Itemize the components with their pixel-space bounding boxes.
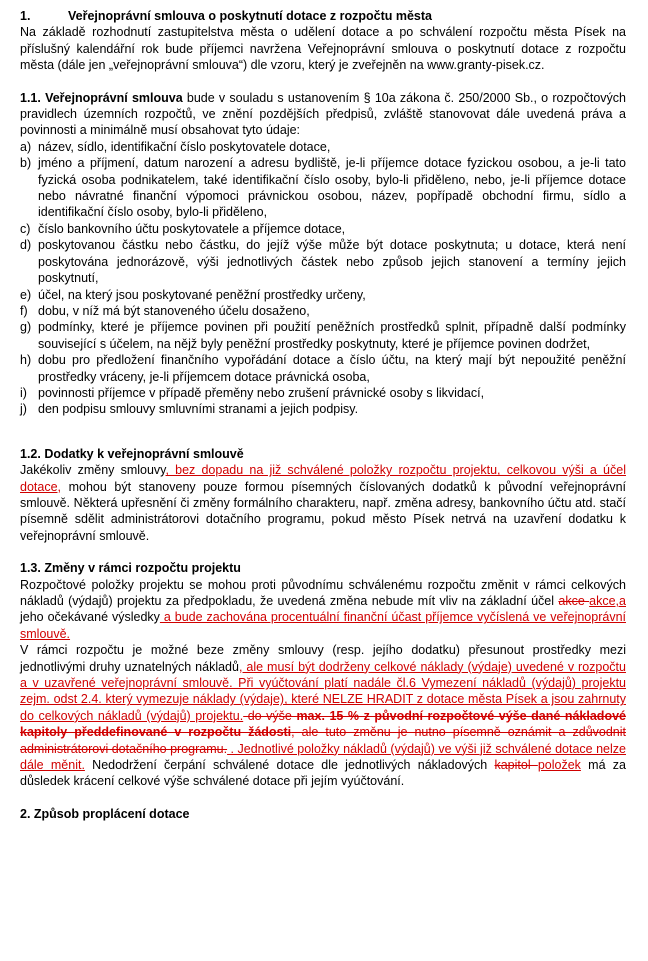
tracked-insertion: , bez dopadu na již schválené položky rozpočtu projektu, celkovou výši a účel dotace, [20,463,626,494]
tracked-deletion: , ale tuto změnu je nutno písemně oznámit a zdůvodnit administrátorovi dotačního programu. [20,725,626,756]
section-2-title: 2. Způsob proplácení dotace [20,806,190,821]
section-1-2-text-a: Jakékoliv změny smlouvy [20,463,166,478]
list-text: dobu, v níž má být stanoveného účelu dosaženo, [38,303,310,318]
section-1-2-paragraph [20,462,626,544]
list-text: povinnosti příjemce v případě přeměny nebo zrušení právnické osoby s likvidací, [38,385,485,400]
section-1-3-paragraph-b [20,642,626,790]
list-letter: a) [20,139,32,154]
list-item [20,401,626,417]
tracked-deletion: kapitol [494,758,538,773]
section-1-3-paragraph-a [20,577,626,643]
list-letter: d) [20,238,32,253]
list-text: podmínky, které je příjemce povinen při použití peněžních prostředků splnit, případně další podmínky související s účelem, na nějž byly peněžní prostředky poskytnuty, které je příjemce povinen dodržet, [38,320,626,351]
list-letter: j) [20,402,27,417]
list-letter: i) [20,385,27,400]
section-1-1-paragraph [20,90,626,139]
tracked-insertion: akce,a [589,594,626,608]
tracked-deletion-bold: max. 15 % z původní rozpočtové výše dané nákladové kapitoly předdefinované v rozpočtu žádosti [20,708,626,740]
text-run: jeho očekávané výsledky [20,610,160,625]
list-text: jméno a příjmení, datum narození a adresu bydliště, je-li příjemce dotace fyzickou osobou, a je-li tato fyzická osoba podnikatelem, také identifikační číslo osoby, bylo-li přiděleno, nebo, je-li příjemce dotace nebo návratné finanční výpomoci právnickou osobou, název, popřípadě obchodní firmu, sídlo a identifikační číslo osoby, bylo-li přiděleno, [38,156,626,220]
list-text: číslo bankovního účtu poskytovatele a příjemce dotace, [38,221,346,236]
section-1-2-title: 1.2. Dodatky k veřejnoprávní smlouvě [20,446,244,461]
list-item [20,352,626,385]
requirements-list [20,139,626,418]
list-letter: f) [20,303,28,318]
list-item [20,303,626,319]
tracked-insertion: položek [537,758,581,773]
tracked-deletion: akce [558,594,590,608]
tracked-insertion: . Jednotlivé položky nákladů (výdajů) ve výši již schválené dotace nelze dále měnit. [20,741,626,773]
list-item [20,237,626,286]
list-text: poskytovanou částku nebo částku, do jejíž výše může být dotace poskytnuta; u dotace, která není poskytována jednorázově, výši jednotlivých částek nebo způsob jejich stanovení a termíny jejich poskytnutí, [38,238,626,286]
list-text: název, sídlo, identifikační číslo poskytovatele dotace, [38,139,331,154]
list-letter: b) [20,156,32,171]
list-letter: e) [20,287,32,302]
section-1-heading [20,8,626,24]
list-item [20,221,626,237]
tracked-deletion: do výše [243,708,297,723]
section-1-2-text-b: mohou být stanoveny pouze formou písemných číslovaných dodatků k původní veřejnoprávní smlouvě. Některá upřesnění či změny formálního charakteru, např. změna adresy, bankovního účtu atd. stačí písemně sdělit administrátorovi dotačního programu, pokud město Písek netrvá na uzavření dodatku k veřejnoprávní smlouvě. [20,479,626,543]
section-1-1-title: 1.1. Veřejnoprávní smlouva [20,90,183,105]
document-page [20,8,626,822]
section-1-intro: Na základě rozhodnutí zastupitelstva města o udělení dotace a po schválení rozpočtu města Písek na příslušný kalendářní rok bude příjemci navržena Veřejnoprávní smlouva o poskytnutí dotace z rozpočtu města (dále jen „veřejnoprávní smlouva“) dle vzoru, který je zveřejněn na www.granty-pisek.cz. [20,25,626,73]
text-run: má za důsledek krácení celkové výše schválené dotace při jejím vyúčtování. [20,758,626,789]
text-run: Rozpočtové položky projektu se mohou proti původnímu schválenému rozpočtu změnit v rámci celkových nákladů (výdajů) projektu za předpokladu, že uvedená změna nebude mít vliv na základní účel [20,577,626,608]
list-item [20,385,626,401]
list-letter: c) [20,221,31,236]
list-text: účel, na který jsou poskytované peněžní prostředky určeny, [38,287,366,302]
section-1-3-title: 1.3. Změny v rámci rozpočtu projektu [20,561,241,576]
list-text: den podpisu smlouvy smluvními stranami a jejich podpisy. [38,402,359,417]
text-run: Nedodržení čerpání schválené dotace dle jednotlivých nákladových [84,758,495,773]
list-item [20,319,626,352]
list-item [20,287,626,303]
list-item [20,155,626,221]
list-item [20,139,626,155]
section-1-title: Veřejnoprávní smlouva o poskytnutí dotace z rozpočtu města [68,9,432,23]
section-1-1-text: bude v souladu s ustanovením § 10a zákona č. 250/2000 Sb., o rozpočtových pravidlech územních rozpočtů, ve znění pozdějších předpisů, zvláště stanovovat dále uvedená práva a povinnosti a minimálně musí obsahovat tyto údaje: [20,90,627,138]
tracked-insertion: a bude zachována procentuální finanční účast příjemce vyčíslená ve veřejnoprávní smlouvě. [20,610,626,641]
section-1-number: 1. [20,9,31,23]
list-letter: g) [20,320,32,335]
list-letter: h) [20,353,32,368]
tracked-insertion: , ale musí být dodrženy celkové náklady (výdaje) uvedené v rozpočtu a v uzavřené veřejnoprávní smlouvě. Při vyúčtování platí nadále čl.6 Vymezení nákladů (výdajů) projektu zejm. odst 2.4. který vymezuje náklady (výdaje), které NELZE HRADIT z dotace města Písek a jsou zahrnuty do celkových nákladů (výdajů) projektu. [20,659,626,723]
list-text: dobu pro předložení finančního vypořádání dotace a číslo účtu, na který mají být nepoužité peněžní prostředky vráceny, je-li příjemcem dotace právnická osoba, [38,353,626,384]
text-run: V rámci rozpočtu je možné beze změny smlouvy (resp. jejího dodatku) přesunout prostředky mezi jednotlivými druhy uznatelných nákladů [20,643,626,674]
